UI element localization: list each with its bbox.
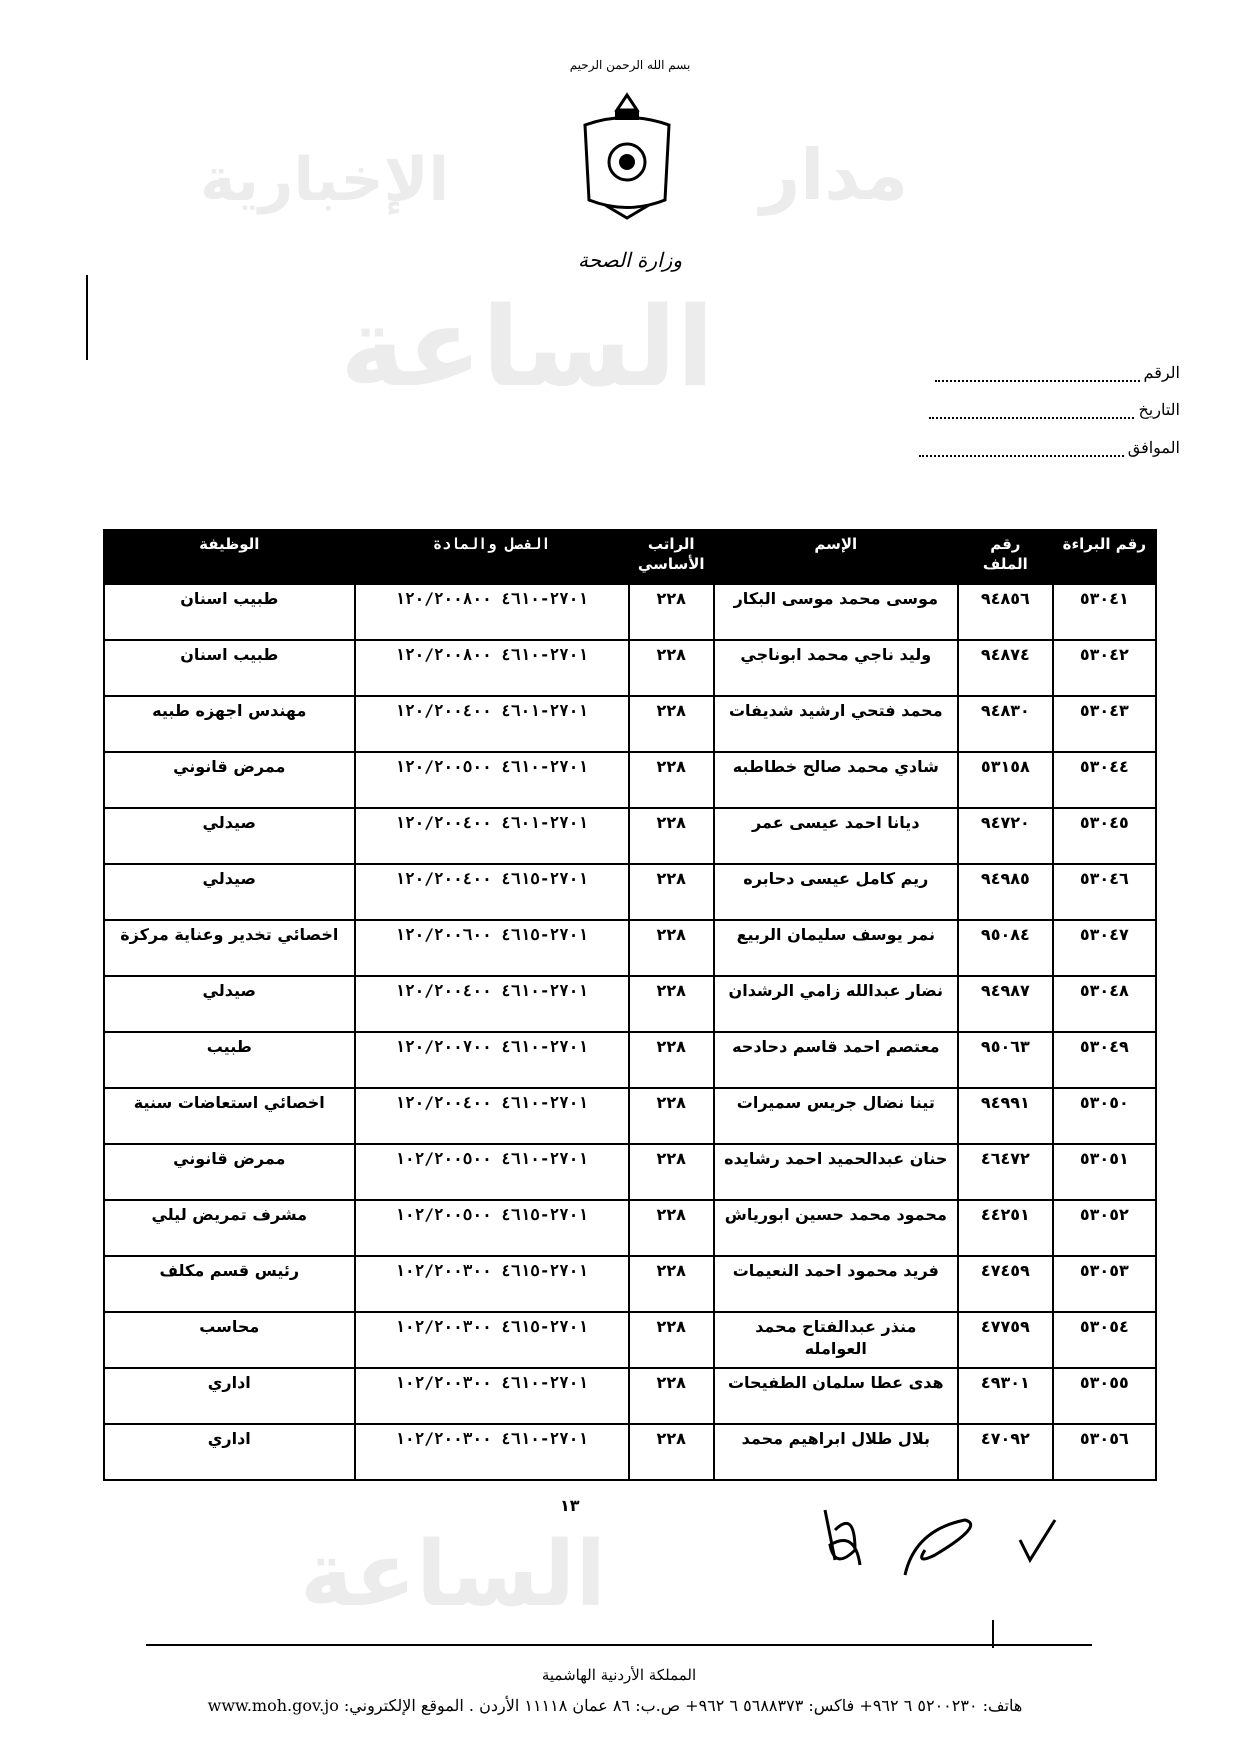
appointments-table — [103, 529, 1157, 1481]
cell-basic-salary: ٢٢٨ — [629, 1312, 714, 1368]
cell-chapter-article: ٢٧٠١-٤٦٠١ ١٢٠/٢٠٠٤٠٠ — [355, 696, 629, 752]
cell-name: ديانا احمد عيسى عمر — [714, 808, 959, 864]
cell-file-number: ٩٥٠٨٤ — [958, 920, 1053, 976]
cell-file-number: ٩٤٨٧٤ — [958, 640, 1053, 696]
cell-job-title: اخصائي تخدير وعناية مركزة — [104, 920, 355, 976]
reference-number-field — [935, 363, 1180, 382]
cell-certificate-number: ٥٣٠٤٥ — [1053, 808, 1156, 864]
cell-name: حنان عبدالحميد احمد رشايده — [714, 1144, 959, 1200]
cell-job-title: محاسب — [104, 1312, 355, 1368]
cell-file-number: ٤٧٤٥٩ — [958, 1256, 1053, 1312]
cell-job-title: اداري — [104, 1424, 355, 1480]
cell-job-title: طبيب اسنان — [104, 584, 355, 640]
field-label: الرقم — [1143, 363, 1180, 382]
table-row — [104, 752, 1156, 808]
cell-chapter-article: ٢٧٠١-٤٦١٠ ١٢٠/٢٠٠٥٠٠ — [355, 752, 629, 808]
cell-certificate-number: ٥٣٠٤٧ — [1053, 920, 1156, 976]
signature — [815, 1490, 1075, 1590]
cell-chapter-article: ٢٧٠١-٤٦١٥ ١٢٠/٢٠٠٤٠٠ — [355, 864, 629, 920]
cell-file-number: ٤٧٧٥٩ — [958, 1312, 1053, 1368]
cell-chapter-article: ٢٧٠١-٤٦١٠ ١٢٠/٢٠٠٤٠٠ — [355, 976, 629, 1032]
cell-certificate-number: ٥٣٠٤٤ — [1053, 752, 1156, 808]
table-header-row — [104, 530, 1156, 584]
cell-chapter-article: ٢٧٠١-٤٦١٥ ١٠٢/٢٠٠٣٠٠ — [355, 1312, 629, 1368]
cell-job-title: طبيب — [104, 1032, 355, 1088]
footer-divider — [146, 1644, 1092, 1646]
cell-basic-salary: ٢٢٨ — [629, 1256, 714, 1312]
cell-job-title: اداري — [104, 1368, 355, 1424]
cell-certificate-number: ٥٣٠٤٨ — [1053, 976, 1156, 1032]
cell-basic-salary: ٢٢٨ — [629, 1200, 714, 1256]
cell-name: منذر عبدالفتاح محمد العوامله — [714, 1312, 959, 1368]
cell-job-title: مشرف تمريض ليلي — [104, 1200, 355, 1256]
cell-chapter-article: ٢٧٠١-٤٦١٠ ١٢٠/٢٠٠٧٠٠ — [355, 1032, 629, 1088]
table-row — [104, 920, 1156, 976]
table-row — [104, 1200, 1156, 1256]
cell-certificate-number: ٥٣٠٤٣ — [1053, 696, 1156, 752]
table-row — [104, 1032, 1156, 1088]
cell-file-number: ٤٧٠٩٢ — [958, 1424, 1053, 1480]
cell-certificate-number: ٥٣٠٤٩ — [1053, 1032, 1156, 1088]
cell-chapter-article: ٢٧٠١-٤٦١٠ ١٢٠/٢٠٠٨٠٠ — [355, 640, 629, 696]
cell-file-number: ٩٤٩٨٧ — [958, 976, 1053, 1032]
table-row — [104, 1144, 1156, 1200]
cell-chapter-article: ٢٧٠١-٤٦١٥ ١٠٢/٢٠٠٥٠٠ — [355, 1200, 629, 1256]
cell-certificate-number: ٥٣٠٥٢ — [1053, 1200, 1156, 1256]
cell-name: شادي محمد صالح خطاطبه — [714, 752, 959, 808]
col-chapter-article: الفصل والمادة — [355, 530, 629, 584]
cell-job-title: رئيس قسم مكلف — [104, 1256, 355, 1312]
table-row — [104, 1256, 1156, 1312]
cell-job-title: ممرض قانوني — [104, 752, 355, 808]
cell-name: موسى محمد موسى البكار — [714, 584, 959, 640]
col-file-number: رقم الملف — [958, 530, 1053, 584]
cell-certificate-number: ٥٣٠٥١ — [1053, 1144, 1156, 1200]
table-row — [104, 640, 1156, 696]
cell-basic-salary: ٢٢٨ — [629, 808, 714, 864]
cell-name: فريد محمود احمد النعيمات — [714, 1256, 959, 1312]
cell-job-title: صيدلي — [104, 808, 355, 864]
cell-basic-salary: ٢٢٨ — [629, 1144, 714, 1200]
cell-name: وليد ناجي محمد ابوناجي — [714, 640, 959, 696]
date-field — [929, 400, 1180, 419]
cell-job-title: اخصائي استعاضات سنية — [104, 1088, 355, 1144]
watermark: الإخبارية — [200, 145, 449, 215]
cell-certificate-number: ٥٣٠٥٦ — [1053, 1424, 1156, 1480]
cell-basic-salary: ٢٢٨ — [629, 640, 714, 696]
cell-file-number: ٤٩٣٠١ — [958, 1368, 1053, 1424]
col-name: الإسم — [714, 530, 959, 584]
cell-certificate-number: ٥٣٠٥٣ — [1053, 1256, 1156, 1312]
cell-certificate-number: ٥٣٠٤٦ — [1053, 864, 1156, 920]
watermark: الساعة — [340, 283, 715, 411]
jordan-coat-of-arms-icon — [575, 90, 679, 220]
cell-basic-salary: ٢٢٨ — [629, 584, 714, 640]
cell-chapter-article: ٢٧٠١-٤٦١٠ ١٠٢/٢٠٠٥٠٠ — [355, 1144, 629, 1200]
cell-name: نمر يوسف سليمان الربيع — [714, 920, 959, 976]
cell-job-title: صيدلي — [104, 976, 355, 1032]
cell-file-number: ٩٤٧٢٠ — [958, 808, 1053, 864]
table-row — [104, 584, 1156, 640]
cell-file-number: ٤٤٢٥١ — [958, 1200, 1053, 1256]
cell-name: محمد فتحي ارشيد شديفات — [714, 696, 959, 752]
cell-chapter-article: ٢٧٠١-٤٦٠١ ١٢٠/٢٠٠٤٠٠ — [355, 808, 629, 864]
watermark: مدار — [760, 134, 909, 216]
watermark: الساعة — [300, 1522, 607, 1627]
table-row — [104, 808, 1156, 864]
cell-basic-salary: ٢٢٨ — [629, 1032, 714, 1088]
cell-file-number: ٩٤٨٥٦ — [958, 584, 1053, 640]
cell-name: محمود محمد حسين ابورياش — [714, 1200, 959, 1256]
cell-file-number: ٤٦٤٧٢ — [958, 1144, 1053, 1200]
margin-mark — [86, 275, 88, 360]
cell-basic-salary: ٢٢٨ — [629, 976, 714, 1032]
cell-file-number: ٥٣١٥٨ — [958, 752, 1053, 808]
cell-job-title: طبيب اسنان — [104, 640, 355, 696]
table-row — [104, 1424, 1156, 1480]
field-label: التاريخ — [1138, 400, 1180, 419]
cell-name: نضار عبدالله زامي الرشدان — [714, 976, 959, 1032]
table-row — [104, 864, 1156, 920]
ministry-name-logo: وزارة الصحة — [578, 248, 682, 272]
cell-basic-salary: ٢٢٨ — [629, 1088, 714, 1144]
cell-basic-salary: ٢٢٨ — [629, 864, 714, 920]
cell-basic-salary: ٢٢٨ — [629, 696, 714, 752]
table-row — [104, 976, 1156, 1032]
cell-name: هدى عطا سلمان الطفيحات — [714, 1368, 959, 1424]
cell-name: معتصم احمد قاسم دحادحه — [714, 1032, 959, 1088]
cell-file-number: ٩٥٠٦٣ — [958, 1032, 1053, 1088]
cell-job-title: ممرض قانوني — [104, 1144, 355, 1200]
cell-name: بلال طلال ابراهيم محمد — [714, 1424, 959, 1480]
cell-certificate-number: ٥٣٠٥٠ — [1053, 1088, 1156, 1144]
cell-certificate-number: ٥٣٠٤١ — [1053, 584, 1156, 640]
cell-certificate-number: ٥٣٠٥٥ — [1053, 1368, 1156, 1424]
cell-basic-salary: ٢٢٨ — [629, 1368, 714, 1424]
col-certificate-number: رقم البراءة — [1053, 530, 1156, 584]
cell-job-title: مهندس اجهزه طبيه — [104, 696, 355, 752]
cell-chapter-article: ٢٧٠١-٤٦١٠ ١٢٠/٢٠٠٤٠٠ — [355, 1088, 629, 1144]
cell-chapter-article: ٢٧٠١-٤٦١٠ ١٠٢/٢٠٠٣٠٠ — [355, 1424, 629, 1480]
cell-job-title: صيدلي — [104, 864, 355, 920]
footer-country: المملكة الأردنية الهاشمية — [541, 1666, 697, 1684]
col-basic-salary: الراتب الأساسي — [629, 530, 714, 584]
cell-basic-salary: ٢٢٨ — [629, 920, 714, 976]
cell-chapter-article: ٢٧٠١-٤٦١٥ ١٠٢/٢٠٠٣٠٠ — [355, 1256, 629, 1312]
page-number: ١٣ — [560, 1496, 580, 1515]
cell-file-number: ٩٤٩٨٥ — [958, 864, 1053, 920]
table-row — [104, 1368, 1156, 1424]
col-job: الوظيفة — [104, 530, 355, 584]
bismillah: بسم الله الرحمن الرحيم — [569, 58, 691, 72]
cell-name: ريم كامل عيسى دحابره — [714, 864, 959, 920]
cell-basic-salary: ٢٢٨ — [629, 1424, 714, 1480]
cell-basic-salary: ٢٢٨ — [629, 752, 714, 808]
field-label: الموافق — [1127, 438, 1180, 457]
cell-certificate-number: ٥٣٠٥٤ — [1053, 1312, 1156, 1368]
cell-chapter-article: ٢٧٠١-٤٦١٠ ١٠٢/٢٠٠٣٠٠ — [355, 1368, 629, 1424]
cell-chapter-article: ٢٧٠١-٤٦١٥ ١٢٠/٢٠٠٦٠٠ — [355, 920, 629, 976]
table-row — [104, 1312, 1156, 1368]
cell-file-number: ٩٤٩٩١ — [958, 1088, 1053, 1144]
table-row — [104, 696, 1156, 752]
cell-certificate-number: ٥٣٠٤٢ — [1053, 640, 1156, 696]
cell-chapter-article: ٢٧٠١-٤٦١٠ ١٢٠/٢٠٠٨٠٠ — [355, 584, 629, 640]
cell-name: تينا نضال جريس سميرات — [714, 1088, 959, 1144]
corresponding-date-field — [919, 438, 1180, 457]
table-row — [104, 1088, 1156, 1144]
cell-file-number: ٩٤٨٣٠ — [958, 696, 1053, 752]
footer-contact: هاتف: ٥٢٠٠٢٣٠ ٦ ٩٦٢+ فاكس: ٥٦٨٨٣٧٣ ٦ ٩٦٢+ ص.ب: ٨٦ عمان ١١١١٨ الأردن . الموقع الإلكتروني: www.moh.gov.jo — [207, 1696, 1023, 1715]
